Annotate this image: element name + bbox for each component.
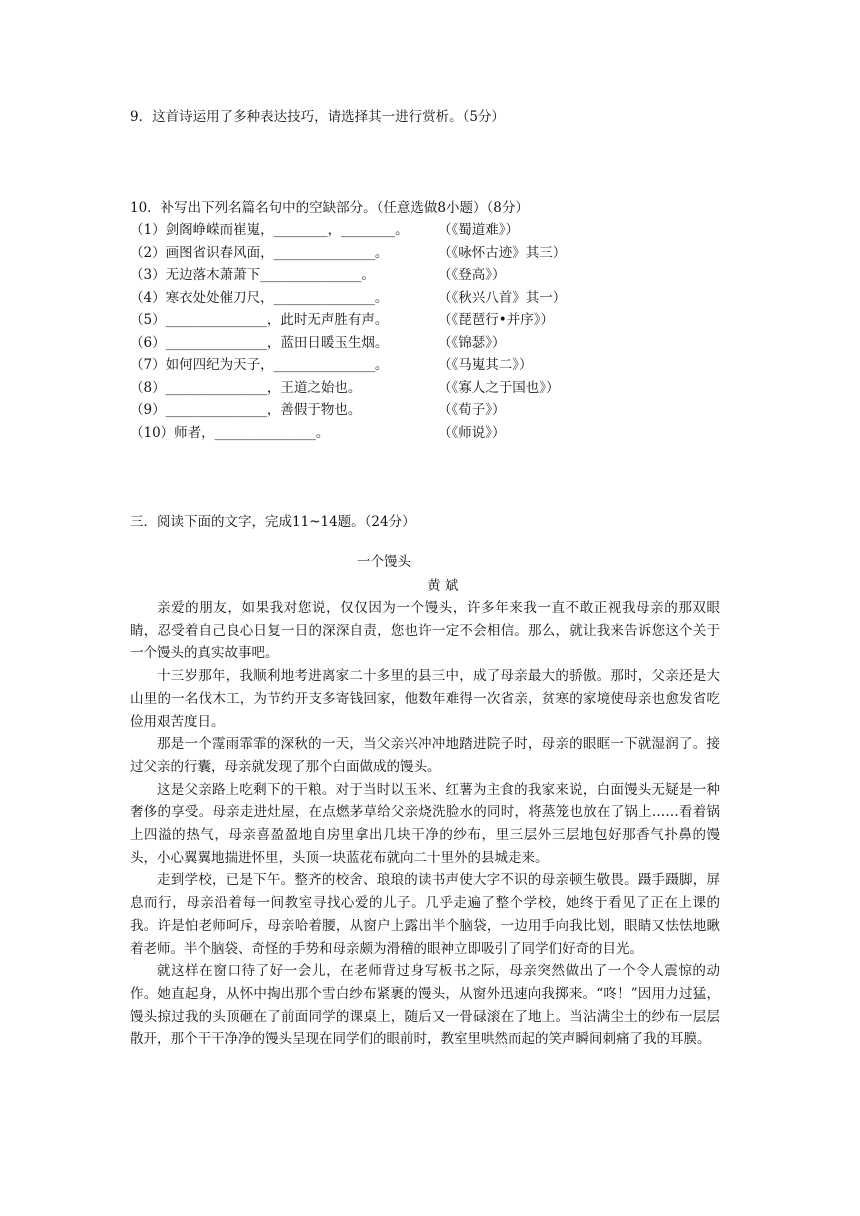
fill-blank-item: [130, 264, 730, 286]
fill-blank-item: [130, 354, 730, 376]
question-9: 9．这首诗运用了多种表达技巧，请选择其一进行赏析。（5分）: [130, 109, 505, 125]
fill-blank-text: （10）师者，_______________。: [130, 424, 330, 441]
fill-blank-source: （《琵琶行•并序》）: [438, 312, 554, 328]
fill-blank-item: [130, 287, 730, 309]
fill-blank-source: （《荀子》）: [438, 402, 506, 418]
fill-blank-text: （6）_______________，蓝田日暖玉生烟。: [130, 334, 389, 351]
paragraph: 就这样在窗口待了好一会儿，在老师背过身写板书之际，母亲突然做出了一个令人震惊的动作。她直起身，从怀中掏出那个雪白纱布紧裹的馒头，从窗外迅速向我掷来。“咚！”因用力过猛，馒头掠过我的头顶砸在了前面同学的课桌上，随后又一骨碌滚在了地上。当沾满尘土的纱布一层层散开，那个干干净净的馒头呈现在同学们的眼前时，教室里哄然而起的笑声瞬间刺痛了我的耳膜。: [130, 963, 720, 1048]
fill-blank-text: （9）_______________，善假于物也。: [130, 402, 362, 418]
article-title: 一个馒头: [357, 554, 411, 570]
fill-blank-text: （5）_______________，此时无声胜有声。: [130, 312, 389, 328]
fill-blank-source: （《马嵬其二》）: [438, 357, 533, 373]
fill-blank-source: （《锦瑟》）: [438, 334, 506, 351]
article-body: [130, 597, 720, 1051]
fill-blank-item: [130, 219, 730, 241]
fill-blank-text: （1）剑阁峥嵘而崔嵬，________，________。: [130, 222, 409, 238]
section-3-heading: 三．阅读下面的文字，完成11~14题。（24分）: [130, 514, 416, 530]
paragraph: 十三岁那年，我顺利地考进离家二十多里的县三中，成了母亲最大的骄傲。那时，父亲还是大山里的一名伐木工，为节约开支多寄钱回家，他数年难得一次省亲，贫寒的家境使母亲也愈发省吃俭用艰苦度日。: [130, 668, 720, 730]
fill-blank-text: （4）寒衣处处催刀尺，_______________。: [130, 289, 389, 306]
fill-blank-item: [130, 399, 730, 421]
fill-blank-text: （3）无边落木萧萧下_______________。: [130, 267, 375, 283]
fill-blank-item: [130, 242, 730, 264]
fill-blank-source: （《咏怀古迹》其三）: [438, 244, 567, 261]
paragraph: 走到学校，已是下午。整齐的校舍、琅琅的读书声使大字不识的母亲顿生敬畏。蹑手蹑脚，屏息而行，母亲沿着每一间教室寻找心爱的儿子。几乎走遍了整个学校，她终于看见了正在上课的我。许是怕老师呵斥，母亲哈着腰，从窗户上露出半个脑袋，一边用手向我比划，眼睛又怯怯地瞅着老师。半个脑袋、奇怪的手势和母亲颇为滑稽的眼神立即吸引了同学们好奇的目光。: [130, 872, 720, 957]
fill-blank-item: [130, 377, 730, 399]
fill-blank-text: （2）画图省识春风面，_______________。: [130, 244, 389, 261]
fill-blank-source: （《秋兴八首》其一）: [438, 289, 567, 306]
fill-blank-source: （《登高》）: [438, 267, 506, 283]
fill-blank-item: [130, 422, 730, 444]
paragraph: 这是父亲路上吃剩下的干粮。对于当时以玉米、红薯为主食的我家来说，白面馒头无疑是一种奢侈的享受。母亲走进灶屋，在点燃茅草给父亲烧洗脸水的同时，将蒸笼也放在了锅上……看着锅上四溢的热气，母亲喜盈盈地自房里拿出几块干净的纱布，里三层外三层地包好那香气扑鼻的馒头，小心翼翼地揣进怀里，头顶一块蓝花布就向二十里外的县城走来。: [130, 781, 720, 866]
fill-blank-text: （8）_______________，王道之始也。: [130, 379, 362, 396]
fill-blank-item: [130, 332, 730, 354]
fill-blank-source: （《寡人之于国也》）: [438, 379, 560, 396]
paragraph: 那是一个霪雨霏霏的深秋的一天，当父亲兴冲冲地踏进院子时，母亲的眼眶一下就湿润了。接过父亲的行囊，母亲就发现了那个白面做成的馒头。: [130, 736, 720, 775]
fill-blank-item: [130, 309, 730, 331]
question-10-heading: 10．补写出下列名篇名句中的空缺部分。（任意选做8小题）（8分）: [130, 200, 529, 216]
fill-blank-source: （《师说》）: [438, 424, 506, 441]
fill-blank-source: （《蜀道难》）: [438, 222, 519, 238]
article-author: 黄 斌: [427, 578, 459, 594]
paragraph: 亲爱的朋友，如果我对您说，仅仅因为一个馒头，许多年来我一直不敢正视我母亲的那双眼睛，忍受着自己良心日复一日的深深自责，您也许一定不会相信。那么，就让我来告诉您这个关于一个馒头的真实故事吧。: [130, 600, 720, 662]
fill-blank-text: （7）如何四纪为天子，_______________。: [130, 357, 389, 373]
